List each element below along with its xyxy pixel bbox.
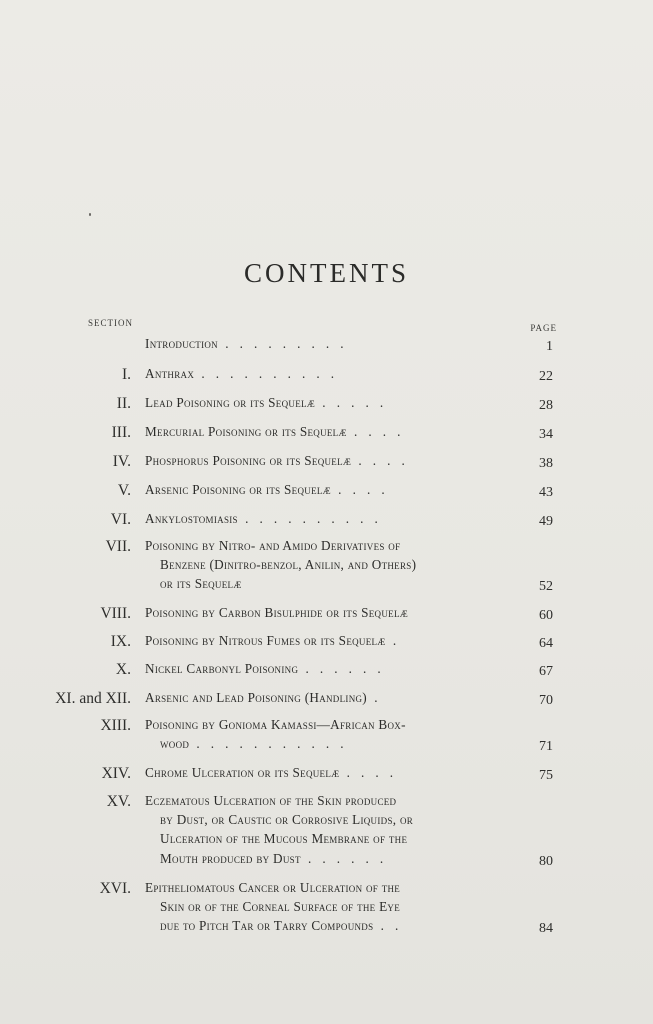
page-number: 49 [539, 514, 553, 529]
leader-dots: . . . . [339, 765, 394, 780]
leader-dots: . . [373, 918, 399, 934]
entry-title-line [160, 851, 515, 867]
entry-title-line [160, 899, 515, 915]
entry-title-text: Skin or of the Corneal Surface of the Eye [160, 899, 401, 915]
entry-title-line [160, 812, 515, 828]
page-number: 64 [539, 636, 553, 651]
entry-title-text: Mercurial Poisoning or its Sequelæ [145, 424, 347, 439]
entry-title-text: Benzene (Dinitro-benzol, Anilin, and Others) [160, 557, 417, 573]
entry-title-line [145, 661, 515, 677]
entry-title-text: by Dust, or Caustic or Corrosive Liquids, or [160, 812, 414, 828]
leader-dots: . . . . [351, 453, 406, 468]
section-number: XV. [106, 793, 131, 810]
leader-dots: . . . . [346, 424, 401, 439]
entry-title-text: Chrome Ulceration or its Sequelæ [145, 765, 340, 780]
section-number: XIII. [100, 717, 131, 734]
entry-title-line [145, 633, 515, 649]
section-number: X. [115, 661, 131, 678]
leader-dots: . . . . . . [298, 661, 381, 676]
entry-title-text: Arsenic and Lead Poisoning (Handling) [145, 690, 367, 705]
entry-title-line [145, 424, 515, 440]
entry-title-line [145, 538, 515, 554]
entry-title-line [145, 880, 515, 896]
section-column-header: SECTION [88, 318, 133, 328]
entry-title-line [145, 793, 515, 809]
entry-title-text: or its Sequelæ [160, 576, 242, 592]
entry-title-text: Nickel Carbonyl Poisoning [145, 661, 299, 676]
page-number: 80 [539, 853, 553, 869]
entry-title-text: Poisoning by Nitrous Fumes or its Sequelæ [145, 633, 386, 648]
entry-title-line [160, 918, 515, 934]
entry-title-text: Epitheliomatous Cancer or Ulceration of the [145, 880, 401, 895]
entry-title-line [145, 511, 515, 527]
entry-title-line [160, 576, 515, 592]
entry-title-line [145, 395, 515, 411]
section-number: II. [116, 395, 131, 412]
entry-title-line [160, 736, 515, 752]
entry-title-line [160, 557, 515, 573]
section-number: VIII. [100, 605, 131, 622]
leader-dots: . . . . [330, 482, 385, 497]
page-number: 38 [539, 456, 553, 471]
entry-title-line [145, 453, 515, 469]
leader-dots: . [385, 633, 397, 648]
section-number: V. [117, 482, 131, 499]
entry-title-line [160, 831, 515, 847]
page-number: 34 [539, 427, 553, 442]
entry-title-text: Lead Poisoning or its Sequelæ [145, 395, 316, 410]
section-number: I. [121, 366, 131, 383]
leader-dots: . . . . . . . . . . [237, 511, 379, 526]
page-number: 28 [539, 398, 553, 413]
page-number: 60 [539, 608, 553, 623]
page-number: 43 [539, 485, 553, 500]
entry-title-line [145, 765, 515, 781]
section-number: XVI. [99, 880, 131, 897]
section-number: IV. [112, 453, 131, 470]
page-column-header: PAGE [530, 323, 557, 333]
entry-title-line [145, 717, 515, 733]
page-number: 84 [539, 921, 553, 937]
entry-title-text: Eczematous Ulceration of the Skin produced [145, 793, 397, 808]
entry-title-line [145, 690, 515, 706]
entry-title-line [145, 336, 515, 352]
entry-title-line [145, 605, 515, 621]
entry-title-line [145, 482, 515, 498]
paper-speck [89, 213, 91, 216]
page-number: 67 [539, 664, 553, 679]
page-number: 22 [539, 369, 553, 384]
leader-dots: . . . . . [315, 395, 384, 410]
page-title: CONTENTS [244, 258, 409, 288]
section-number: XI. and XII. [55, 690, 131, 707]
section-number: VII. [105, 538, 131, 555]
leader-dots: . . . . . . . . . . [194, 366, 335, 381]
leader-dots: . . . . . . . . . [218, 336, 344, 351]
entry-title-text: Ulceration of the Mucous Membrane of the [160, 831, 408, 847]
entry-title-text: Poisoning by Nitro- and Amido Derivatives of [145, 538, 401, 553]
section-number: IX. [110, 633, 131, 650]
page-number: 70 [539, 693, 553, 708]
leader-dots: . . . . . . [300, 850, 384, 866]
entry-title-text: Ankylostomiasis [145, 511, 238, 526]
page-number: 75 [539, 768, 553, 783]
entry-title-text: Poisoning by Carbon Bisulphide or its Sequelæ [145, 605, 409, 620]
entry-title-text: Arsenic Poisoning or its Sequelæ [145, 482, 331, 497]
entry-title-text: Phosphorus Poisoning or its Sequelæ [145, 453, 352, 468]
section-number: VI. [110, 511, 131, 528]
entry-title-text: wood [160, 736, 190, 752]
page-number: 52 [539, 579, 553, 595]
entry-title-text: Poisoning by Gonioma Kamassi—African Box- [145, 717, 406, 732]
leader-dots: . [367, 690, 378, 705]
section-number: XIV. [101, 765, 131, 782]
entry-title-text: Anthrax [145, 366, 195, 381]
section-number: III. [111, 424, 131, 441]
entry-title-text: due to Pitch Tar or Tarry Compounds [160, 918, 374, 934]
page-number: 1 [546, 339, 553, 354]
leader-dots: . . . . . . . . . . . [189, 736, 344, 752]
page-number: 71 [539, 739, 553, 755]
entry-title-text: Mouth produced by Dust [160, 850, 301, 866]
entry-title-line [145, 366, 515, 382]
entry-title-text: Introduction [145, 336, 218, 351]
